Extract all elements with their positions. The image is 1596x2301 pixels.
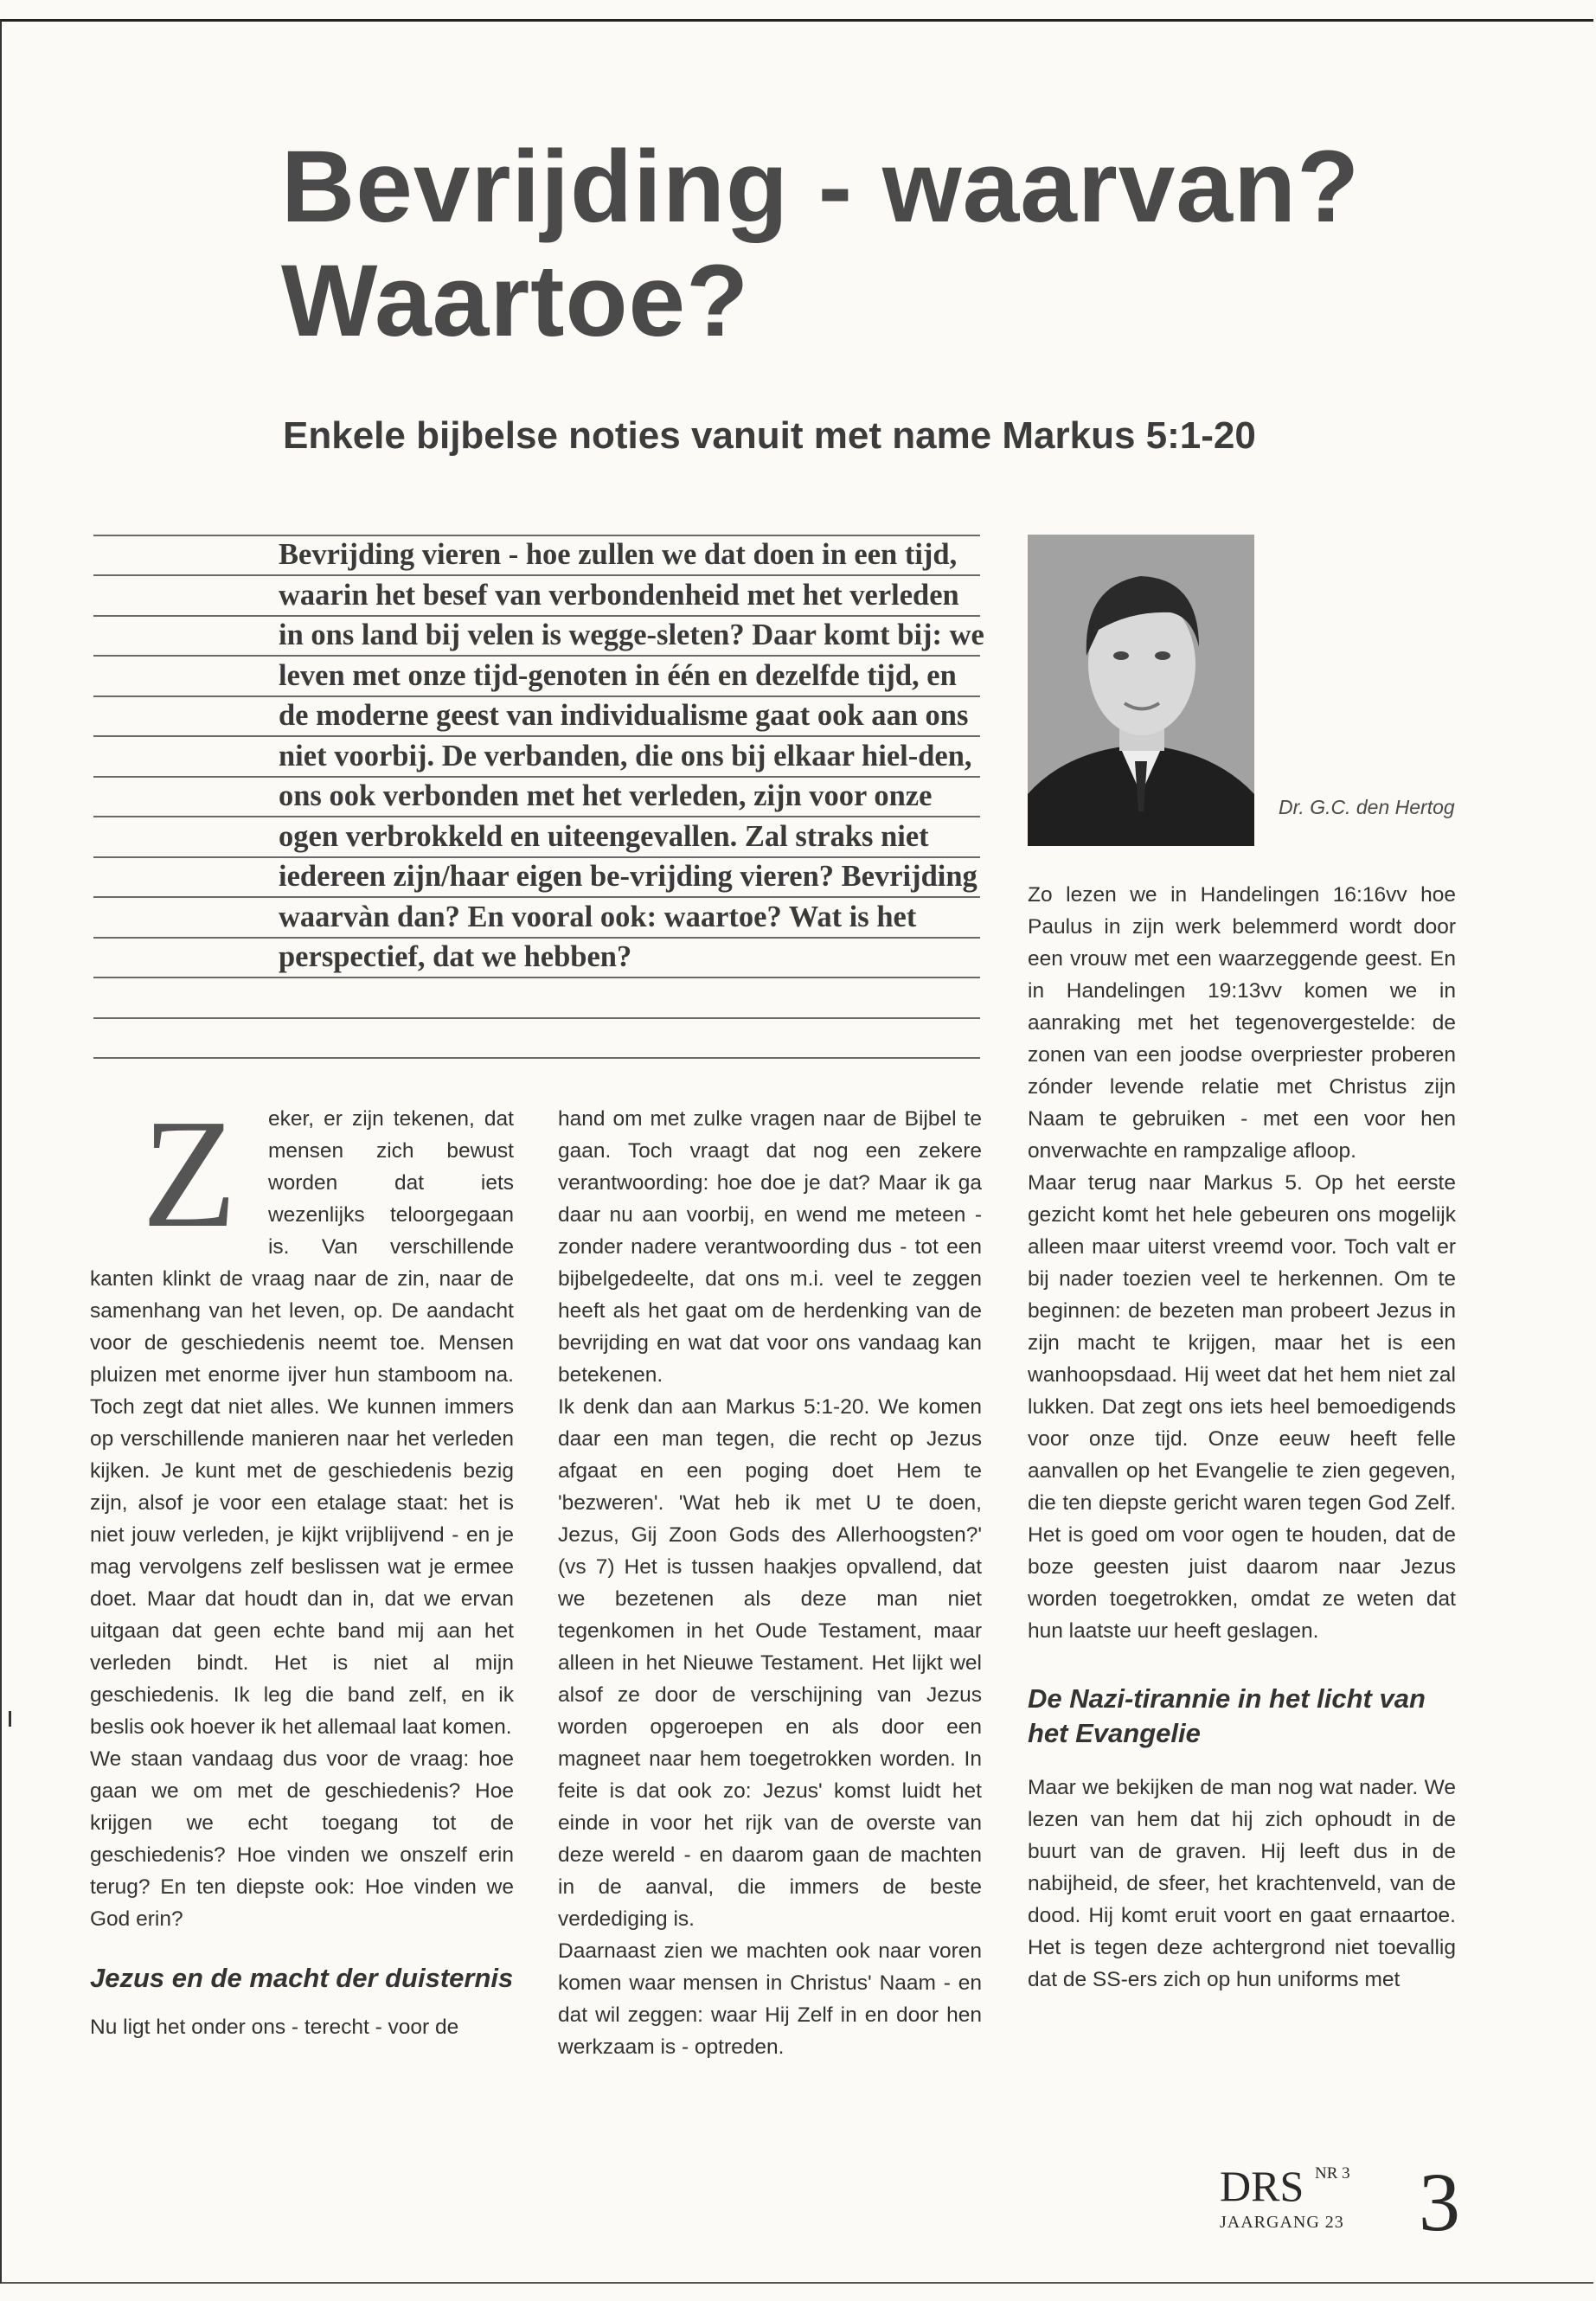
paragraph: Maar terug naar Markus 5. Op het eerste gezicht komt het hele gebeuren ons mogelijk alleen maar uiterst vreemd voor. Toch valt er bij nader toezien veel te herkennen. Om te beginnen: de bezeten man probeert Jezus in zijn macht te krijgen, maar het is een wanhoopsdaad. Hij weet dat het hem niet zal lukken. Dat zegt ons iets heel bemoedigends voor onze tijd. Onze eeuw heeft felle aanvallen op het Evangelie te zien gegeven, die ten diepste gericht waren tegen God Zelf. Het is goed om voor ogen te houden, dat de boze geesten juist daarom naar Jezus worden toegetrokken, omdat ze weten dat hun laatste uur heeft geslagen. — [1028, 1171, 1456, 1643]
paragraph: Nu ligt het onder ons - terecht - voor de — [90, 2016, 459, 2039]
page-number: 3 — [1419, 2156, 1460, 2248]
magazine-name: DRS — [1220, 2162, 1304, 2210]
column-3 — [1028, 879, 1456, 1996]
section-heading-darkness: Jezus en de macht der duisternis — [90, 1963, 514, 1993]
paragraph: hand om met zulke vragen naar de Bijbel te gaan. Toch vraagt dat nog een zekere verantwoording: hoe doe je dat? Maar ik ga daar nu aan voorbij, en wend me meteen - zonder nadere verantwoording dus - tot een bijbelgedeelte, dat ons m.i. veel te zeggen heeft als het gaat om de herdenking van de bevrijding en wat dat voor ons vandaag kan betekenen. — [558, 1107, 982, 1387]
title-line-2: Waartoe? — [281, 244, 750, 358]
paragraph: Zo lezen we in Handelingen 16:16vv hoe Paulus in zijn werk belemmerd wordt door een vrouw met een waarzeggende geest. En in Handelingen 19:13vv komen we in aanraking met het tegenovergestelde: de zonen van een joodse overpriester proberen zónder levende relatie met Christus zijn Naam te gebruiken - met een voor hen onverwachte en rampzalige afloop. — [1028, 883, 1456, 1163]
column-1 — [90, 1087, 514, 2043]
volume-label: JAARGANG 23 — [1220, 2213, 1344, 2232]
margin-mark — [9, 1711, 11, 1727]
column-2 — [558, 1103, 982, 2063]
drop-cap: Z — [142, 1087, 237, 1259]
title-line-1: Bevrijding - waarvan? — [281, 130, 1361, 244]
article-title — [281, 130, 1535, 358]
paragraph: Ik denk dan aan Markus 5:1-20. We komen daar een man tegen, die recht op Jezus afgaat en een poging doet Hem te 'bezweren'. 'Wat heb ik met U te doen, Jezus, Gij Zoon Gods des Allerhoogsten?' (vs 7) Het is tussen haakjes opvallend, dat we bezetenen als deze man niet tegenkomen in het Oude Testament, maar alleen in het Nieuwe Testament. Het lijkt wel alsof ze door de verschijning van Jezus worden opgeroepen en als door een magneet naar hem toegetrokken worden. In feite is dat ook zo: Jezus' komst luidt het einde in voor het rijk van de overste van deze wereld - en daarom gaan de machten in de aanval, die immers de beste verdediging is. — [558, 1395, 982, 1931]
paragraph: Maar we bekijken de man nog wat nader. We lezen van hem dat hij zich ophoudt in de buurt van de graven. Hij leeft dus in de nabijheid, de sfeer, het krachtenveld, van de dood. Hij komt eruit voort en gaat ernaartoe. Het is tegen deze achtergrond niet toevallig dat de SS-ers zich op hun uniforms met — [1028, 1776, 1456, 1991]
page-footer — [1220, 2156, 1479, 2256]
article-subtitle: Enkele bijbelse noties vanuit met name Markus 5:1-20 — [283, 414, 1256, 457]
author-photo — [1028, 535, 1254, 846]
intro-paragraph: Bevrijding vieren - hoe zullen we dat doen in een tijd, waarin het besef van verbondenheid met het verleden in ons land bij velen is wegge-sleten? Daar komt bij: we leven met onze tijd-genoten in één en dezelfde tijd, en de moderne geest van individualisme gaat ook aan ons niet voorbij. De verbanden, die ons bij elkaar hiel-den, ons ook verbonden met het verleden, zijn voor onze ogen verbrokkeld en uiteengevallen. Zal straks niet iedereen zijn/haar eigen be-vrijding vieren? Bevrijding waarvàn dan? En vooral ook: waartoe? Wat is het perspectief, dat we hebben? — [279, 538, 984, 973]
photo-caption: Dr. G.C. den Hertog — [1279, 796, 1455, 818]
paragraph: eker, er zijn tekenen, dat mensen zich bewust worden dat iets wezenlijks teloorgegaan is. Van verschillende kanten klinkt de vraag naar de zin, naar de samenhang van het leven, op. De aandacht voor de geschiedenis neemt toe. Mensen pluizen met enorme ijver hun stamboom na. Toch zegt dat niet alles. We kunnen immers op verschillende manieren naar het verleden kijken. Je kunt met de geschiedenis bezig zijn, alsof je voor een etalage staat: het is niet jouw verleden, je kijkt vrijblijvend - en je mag vervolgens zelf beslissen wat je ermee doet. Maar dat houdt dan in, dat we ervan uitgaan dat geen echte band mij aan het verleden bindt. Het is niet al mijn geschiedenis. Ik leg die band zelf, en ik beslis ook hoever ik het allemaal laat komen. — [90, 1107, 514, 1739]
author-portrait-image — [1028, 535, 1254, 846]
section-heading-nazi: De Nazi-tirannie in het licht van het Evangelie — [1028, 1683, 1426, 1748]
paragraph: Daarnaast zien we machten ook naar voren komen waar mensen in Christus' Naam - en dat wil zeggen: waar Hij Zelf in en door hen werkzaam is - optreden. — [558, 1939, 982, 2059]
paragraph: We staan vandaag dus voor de vraag: hoe gaan we om met de geschiedenis? Hoe krijgen we echt toegang tot de geschiedenis? Hoe vinden we onszelf erin terug? En ten diepste ook: Hoe vinden we God erin? — [90, 1747, 514, 1931]
issue-number: NR 3 — [1315, 2164, 1350, 2182]
